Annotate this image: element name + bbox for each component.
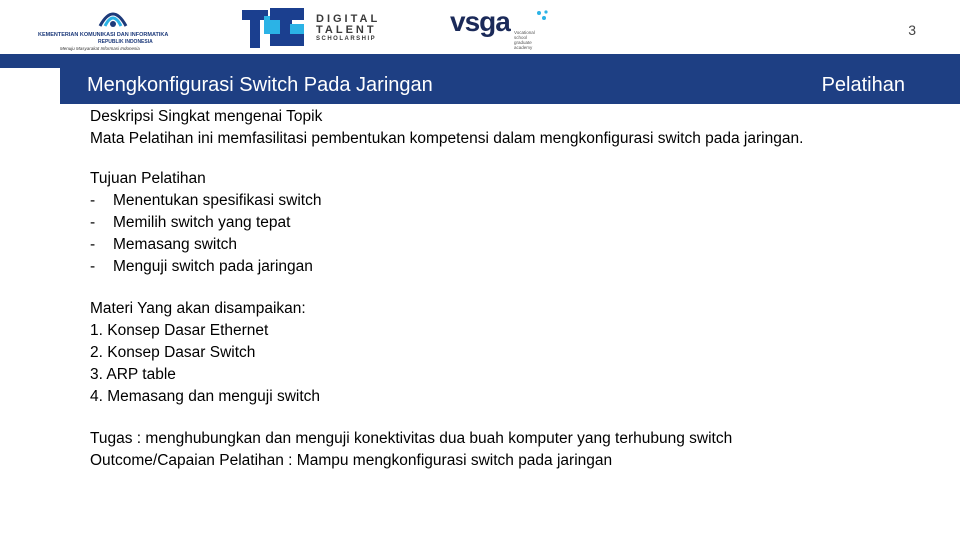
- list-dash: -: [90, 236, 96, 253]
- list-item: 2. Konsep Dasar Switch: [90, 344, 256, 361]
- kominfo-logo: [38, 6, 198, 51]
- list-item: [90, 212, 888, 234]
- title-bar-notch: [0, 68, 60, 104]
- objective-text: Menguji switch pada jaringan: [113, 258, 313, 275]
- digital-talent-scholarship-logo: [240, 4, 415, 50]
- list-item: 3. ARP table: [90, 366, 176, 383]
- kominfo-line1: KEMENTERIAN KOMUNIKASI DAN INFORMATIKA: [38, 32, 169, 38]
- kominfo-line2: REPUBLIK INDONESIA: [98, 39, 153, 45]
- outcome-text: Outcome/Capaian Pelatihan : Mampu mengkonfigurasi switch pada jaringan: [90, 452, 613, 469]
- vsga-wordmark: vsga: [450, 6, 510, 37]
- description-heading: Deskripsi Singkat mengenai Topik: [90, 108, 323, 125]
- vsga-subtitle: Vocational school graduate academy: [514, 30, 535, 50]
- materials-heading: Materi Yang akan disampaikan:: [90, 300, 306, 317]
- list-item: 4. Memasang dan menguji switch: [90, 388, 321, 405]
- dts-line2: TALENT: [316, 24, 377, 36]
- vsga-logo: [450, 6, 560, 50]
- list-dash: -: [90, 214, 96, 231]
- task-text: Tugas : menghubungkan dan menguji konektivitas dua buah komputer yang terhubung switch: [90, 430, 733, 447]
- list-item: [90, 190, 888, 212]
- list-dash: -: [90, 192, 96, 209]
- header-logos: [0, 0, 960, 55]
- objective-text: Memilih switch yang tepat: [113, 214, 291, 231]
- description-text: Mata Pelatihan ini memfasilitasi pembentukan kompetensi dalam mengkonfigurasi switch pada jaringan.: [90, 130, 804, 147]
- page-title: Mengkonfigurasi Switch Pada Jaringan: [87, 74, 433, 96]
- page-number: 3: [908, 22, 916, 38]
- objectives-heading: Tujuan Pelatihan: [90, 170, 206, 187]
- kominfo-tagline: Menuju Masyarakat Informasi Indonesia: [60, 46, 140, 51]
- list-item: 1. Konsep Dasar Ethernet: [90, 322, 269, 339]
- list-item: [90, 256, 888, 278]
- kominfo-emblem-icon: [96, 6, 130, 30]
- list-item: [90, 234, 888, 256]
- list-dash: -: [90, 258, 96, 275]
- dts-line3: SCHOLARSHIP: [316, 36, 377, 42]
- objective-text: Memasang switch: [113, 236, 238, 253]
- dts-mark-icon: [240, 6, 310, 50]
- section-label: Pelatihan: [821, 74, 905, 96]
- objective-text: Menentukan spesifikasi switch: [113, 192, 322, 209]
- vsga-dots-icon: [536, 10, 550, 22]
- dts-line1: DIGITAL: [316, 13, 381, 25]
- slide-content: [90, 106, 888, 472]
